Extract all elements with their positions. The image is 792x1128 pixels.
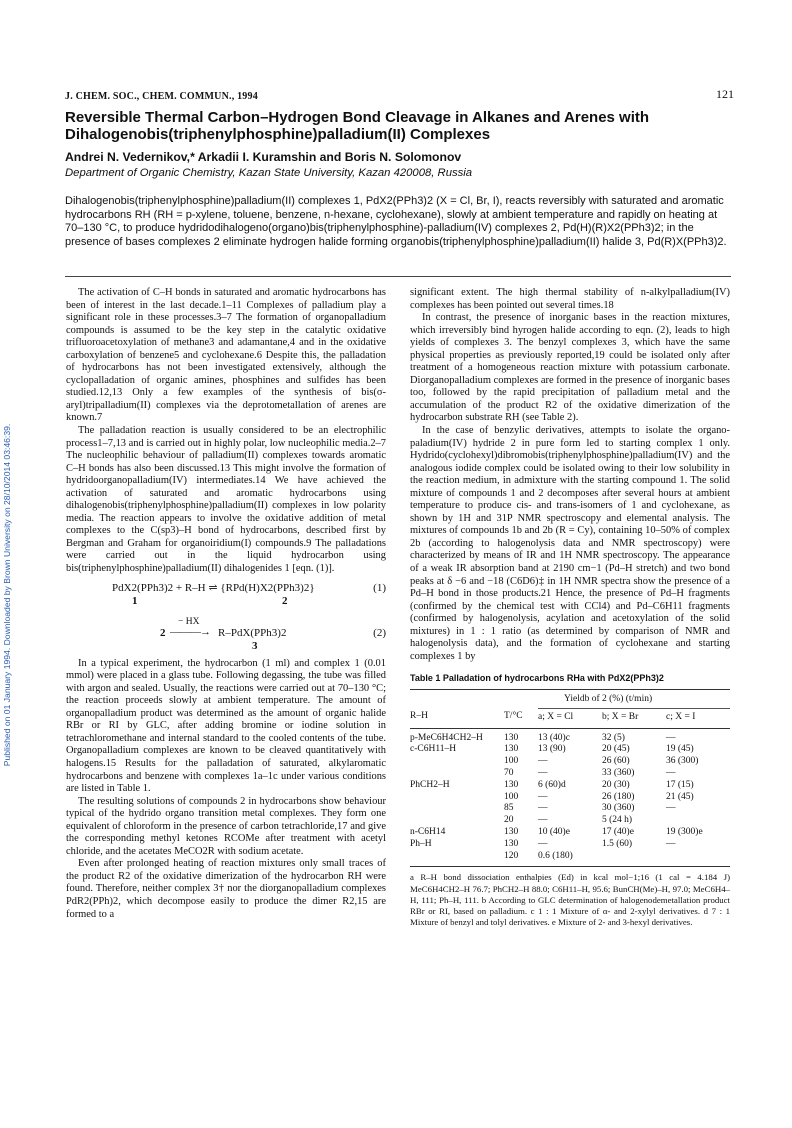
table-cell: — <box>538 756 548 767</box>
reaction-arrow-icon: ———→ <box>170 625 210 638</box>
table-cell <box>410 756 504 768</box>
table-cell: 20 <box>504 815 514 826</box>
article-affiliation: Department of Organic Chemistry, Kazan State University, Kazan 420008, Russia <box>65 167 473 179</box>
data-table <box>410 689 730 867</box>
table-caption: Table 1 Palladation of hydrocarbons RHa with PdX2(PPh3)2 <box>410 673 664 684</box>
table-cell: — <box>538 815 548 826</box>
table-cell: 100 <box>504 791 519 802</box>
table-cell: 10 (40)e <box>538 826 570 837</box>
equation-1 <box>66 582 386 612</box>
page-header <box>65 87 734 101</box>
table-cell: p-MeC6H4CH2–H <box>410 732 483 743</box>
equation-1-text: PdX2(PPh3)2 + R–H ⇌ {RPd(H)X2(PPh3)2} <box>112 581 315 594</box>
table-cell: PhCH2–H <box>410 779 450 790</box>
table-cell <box>410 815 504 827</box>
equation-2-label: 3 <box>252 639 258 652</box>
column-header: T/°C <box>504 711 523 722</box>
table-cell: — <box>538 767 548 778</box>
paragraph: In contrast, the presence of inorganic bases in the reaction mixtures, which irreversibly bind hyrogen halide according to eqn. (2), leads to high yields of complexes 3. The benzyl complexes 3, which have the same physical properties as previously reported,19 could be isolated only after treatment of a homogeneous reaction mixture with potassium carbonate. Diorganopalladium complexes are formed in the presence of inorganic bases too, followed by the rapid precipitation of palladium metal and the accumulation of the product R2 of the oxidative dimerization of the hydrocarbon substrate RH (see Table 2). <box>410 312 730 424</box>
paragraph: In a typical experiment, the hydrocarbon (1 ml) and complex 1 (0.01 mmol) were placed in a glass tube. Following degassing, the tube was filled with argon and sealed. Usually, the reactions were carried out at 70–130 °C; the reaction proceeds slowly at ambient temperature. The amount of organopalladium product was determined as the amount of organic halide RBr or RI by GLC, after adding bromine or iodine solution in tetrachloromethane and internal standard to the cooled contents of the tube. Organopalladium complexes are known to be cleaved quantitatively with halogens.15 Results for the palladation of saturated, alkylaromatic hydrocarbons and benzene with complexes 1a–1c under various conditions are listed in Table 1. <box>66 657 386 795</box>
table-cell: — <box>666 838 676 849</box>
paragraph: In the case of benzylic derivatives, attempts to isolate the organo-paladium(IV) hydride 2 in pure form led to starting complex 1 only. Hydrido(cyclohexyl)dibromobis(triphenylphosphine)palladium(IV) and the analogous iodide complex could be isolated owing to their low solubility in the reaction medium, in admixture with the starting compound 1. The solid mixture of compounds 1 and 2 decomposes after several hours at ambient temperature to produce cis- and trans-isomers of 1 and cyclohexane, as shown by 1H and 31P NMR spectroscopy and elemental analysis. The mixtures of compounds 1b and 2b (R = Cy), containing 10–50% of complex 2b (according to halogenolysis data and NMR spectroscopy) were characterized by means of IR and 1H NMR spectroscopy. The appearance of a weak IR absorption band at 2190 cm−1 (Pd–H stretch) and two bond peaks at δ −6 and −18 (C6D6)‡ in 1H NMR spectra show the presence of a Pd–H bond in those products.21 Hence, the presence of Pd–H fragments (confirmed by the chemical test with CCl4) and Pd–C6H11 fragments (confirmed by halogenolysis, acylation and acetoxylation of the solid mixtures) in 1 : 1 ratio (as determined by comparison of NMR and halogenolysis data), and the formation of cyclohexane and starting complexes 1 by <box>410 425 730 662</box>
table-cell: 19 (45) <box>666 744 694 755</box>
paragraph: Even after prolonged heating of reaction mixtures only small traces of the product R2 of the oxidative dimerization of the hydrocarbon RH were found. Therefore, neither complex 3† nor the diorganopalladium complexes PdR2(PPh)2, which decompose easily to produce the dimer R2,15 are formed to a <box>66 858 386 920</box>
table-cell <box>410 792 504 804</box>
table-cell: 13 (40)c <box>538 732 570 743</box>
table-span-header: Yieldb of 2 (%) (t/min) <box>538 689 730 708</box>
equation-2-condition: − HX <box>178 616 200 627</box>
column-header: c; X = I <box>666 711 696 722</box>
equation-2-number: (2) <box>373 626 386 639</box>
right-column <box>410 287 730 928</box>
equation-2-product: R–PdX(PPh3)2 <box>218 626 287 639</box>
table-cell: n-C6H14 <box>410 826 446 837</box>
table-cell: 0.6 (180) <box>538 850 573 861</box>
table-cell: Ph–H <box>410 838 432 849</box>
paragraph: The palladation reaction is usually considered to be an electrophilic process1–7,13 and is carried out in highly polar, low nucleophilic media.2–7 The nucleophilic behaviour of palladium(II) complexes towards aromatic C–H bonds has also been discussed.13 This might involve the formation of hydridoorganopalladium(IV) intermediates.14 We have achieved the activation of saturated and aromatic hydrocarbons using dihalogenobis(triphenylphosphine)palladium(II) complexes in low polarity media. The reaction appears to involve the oxidative addition of metal complexes to the C(sp3)–H bond of hydrocarbons, described first by Bergman and Graham for organoiridium(I) compounds.9 The palladations were carried out in the liquid hydrocarbon using bis(triphenylphosphine)palladium(II) dihalogenides 1 [eqn. (1)]. <box>66 425 386 575</box>
download-watermark: Published on 01 January 1994. Downloaded by Brown University on 28/10/2014 03:46:39. <box>2 423 12 767</box>
paragraph: The activation of C–H bonds in saturated and aromatic hydrocarbons has been of interest in the last decade.1–11 Complexes of palladium play a significant role in these processes.3–7 The formation of organopalladium compounds is assumed to be the key step in the catalytic oxidative trifluoroacetoxylation of methane3 and adamantane,4 and in the oxidative carboxylation of benzene5 and cyclohexane.6 Despite this, the palladation of hydrocarbons has not been investigated extensively, although the cyclopalladation of organic amines, phosphines and sulfides has been studied.12,13 Only a few examples of the synthesis of bis(σ-aryl)tripalladium(II) complexes via the deprotometallation of arenes are known.7 <box>66 287 386 424</box>
table-cell: 19 (300)e <box>666 826 703 837</box>
column-header: b; X = Br <box>602 711 639 722</box>
table-cell: 130 <box>504 744 519 755</box>
table-cell: 26 (60) <box>602 756 630 767</box>
table-cell: 70 <box>504 767 514 778</box>
table-cell: c-C6H11–H <box>410 744 457 755</box>
table-cell: 26 (180) <box>602 791 635 802</box>
table-cell <box>410 768 504 780</box>
table-cell: 36 (300) <box>666 756 699 767</box>
table-cell: 21 (45) <box>666 791 694 802</box>
table-cell: 20 (45) <box>602 744 630 755</box>
table-cell: 130 <box>504 779 519 790</box>
paragraph: The resulting solutions of compounds 2 in hydrocarbons show behaviour typical of the hydrido organo transition metal complexes. They form one equivalent of chloroform in the presence of carbon tetrachloride,17 and give the corresponding methyl ketones RCOMe after treatment with acetyl chloride, and the acetates MeCO2R with sodium acetate. <box>66 795 386 857</box>
table-cell: — <box>538 838 548 849</box>
table-cell: — <box>538 803 548 814</box>
table-cell: 100 <box>504 756 519 767</box>
column-header: R–H <box>410 711 428 722</box>
equation-1-number: (1) <box>373 581 386 594</box>
table-cell: 120 <box>504 850 519 861</box>
table-cell <box>666 851 730 867</box>
equation-2 <box>66 616 386 652</box>
table-cell: 6 (60)d <box>538 779 566 790</box>
article-abstract: Dihalogenobis(triphenylphosphine)palladium(II) complexes 1, PdX2(PPh3)2 (X = Cl, Br, I), reacts reversibly with saturated and aromatic hydrocarbons RH (RH = p-xylene, toluene, benzene, n-hexane, cyclohexane), slowly at ambient temperature and rapidly on heating at 70–130 °C, to produce hydridodihalogeno(organo)bis(triphenylphosphine)-palladium(IV) complexes 2, Pd(H)(R)X2(PPh3)2; in the presence of bases complexes 2 eliminate hydrogen halide forming organobis(triphenylphosphine)palladium(II) halide 3, Pd(R)X(PPh3)2. <box>65 195 727 248</box>
table-cell: 33 (360) <box>602 767 635 778</box>
equation-2-reactant: 2 <box>160 626 166 639</box>
table-cell <box>410 851 504 867</box>
table-cell: 17 (15) <box>666 779 694 790</box>
journal-name: J. CHEM. SOC., CHEM. COMMUN., 1994 <box>65 91 258 102</box>
table-cell: 5 (24 h) <box>602 815 633 826</box>
table-cell: — <box>538 791 548 802</box>
left-column <box>66 287 386 921</box>
table-cell: 17 (40)e <box>602 826 634 837</box>
table-cell: 85 <box>504 803 514 814</box>
table-cell: — <box>666 803 676 814</box>
page-number: 121 <box>716 87 734 101</box>
table-cell: — <box>666 732 676 743</box>
table-cell: 32 (5) <box>602 732 625 743</box>
table-cell: 30 (360) <box>602 803 635 814</box>
table-cell: — <box>666 767 676 778</box>
table-footnotes: a R–H bond dissociation enthalpies (Ed) in kcal mol−1;16 (1 cal = 4.184 J) MeC6H4CH2–H 76.7; PhCH2–H 88.0; C6H11–H, 95.6; BunCH(Me)–H, 97.0; MeC6H4–H, 111; Ph–H, 111. b According to GLC determination of halogenodemetallation product RBr or RI, based on palladium. c 1 : 1 Mixture of α- and 2-xylyl derivatives. d 7 : 1 Mixture of benzyl and tolyl derivatives. e Mixture of 2- and 3-hexyl derivatives. <box>410 872 730 928</box>
abstract-divider <box>65 276 731 277</box>
table-cell: 20 (30) <box>602 779 630 790</box>
article-title: Reversible Thermal Carbon–Hydrogen Bond Cleavage in Alkanes and Arenes with Dihalogenobis(triphenylphosphine)palladium(II) Complexes <box>65 109 650 143</box>
table-cell <box>602 851 666 867</box>
equation-1-label-2: 2 <box>282 594 288 607</box>
article-authors: Andrei N. Vedernikov,* Arkadii I. Kuramshin and Boris N. Solomonov <box>65 150 462 164</box>
table-cell: 130 <box>504 732 519 743</box>
table-cell: 130 <box>504 826 519 837</box>
equation-1-label-1: 1 <box>132 594 138 607</box>
table-cell <box>410 803 504 815</box>
column-header: a; X = Cl <box>538 711 574 722</box>
table-cell <box>666 815 730 827</box>
table-cell: 13 (90) <box>538 744 566 755</box>
table-cell: 1.5 (60) <box>602 838 633 849</box>
table-cell: 130 <box>504 838 519 849</box>
paragraph: significant extent. The high thermal stability of n-alkylpalladium(IV) complexes has been pointed out several times.18 <box>410 287 730 311</box>
